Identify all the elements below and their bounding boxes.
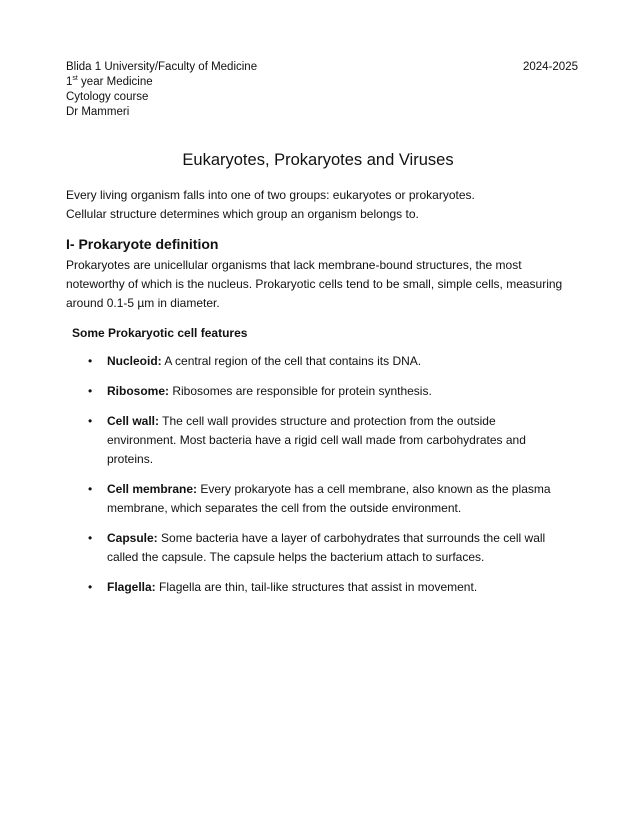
feature-text: Ribosomes are responsible for protein synthesis. bbox=[169, 384, 432, 398]
features-list bbox=[88, 352, 566, 608]
feature-term: Cell membrane: bbox=[107, 482, 198, 496]
bullet-icon: • bbox=[88, 580, 93, 594]
feature-term: Flagella: bbox=[107, 580, 156, 594]
feature-text: Every prokaryote has a cell membrane, also known as the plasma membrane, which separates the cell from the outside environment. bbox=[107, 482, 551, 515]
study-year-rest: year Medicine bbox=[77, 76, 153, 88]
document-header bbox=[66, 60, 578, 120]
document-title: Eukaryotes, Prokaryotes and Viruses bbox=[182, 151, 454, 169]
study-year-suffix: st bbox=[72, 75, 78, 83]
course-line: Cytology course bbox=[66, 91, 149, 103]
academic-year: 2024-2025 bbox=[523, 61, 578, 73]
feature-text: Some bacteria have a layer of carbohydrates that surrounds the cell wall called the capsule. The capsule helps the bacterium attach to surfaces. bbox=[107, 531, 546, 564]
definition-paragraph: Prokaryotes are unicellular organisms that lack membrane-bound structures, the most noteworthy of which is the nucleus. Prokaryotic cells tend to be small, simple cells, measuring around 0.1-5 µm in diameter. bbox=[66, 258, 563, 310]
feature-item-flagella bbox=[88, 578, 566, 597]
study-year-line bbox=[66, 75, 578, 90]
feature-term: Cell wall: bbox=[107, 414, 160, 428]
feature-item-cell-wall bbox=[88, 412, 566, 469]
intro-line: Cellular structure determines which group an organism belongs to. bbox=[66, 207, 419, 221]
study-year-number: 1 bbox=[66, 76, 73, 88]
feature-text: Flagella are thin, tail-like structures that assist in movement. bbox=[155, 580, 478, 594]
feature-item-nucleoid bbox=[88, 352, 566, 371]
institution-line: Blida 1 University/Faculty of Medicine bbox=[66, 61, 258, 73]
feature-text: A central region of the cell that contains its DNA. bbox=[161, 354, 422, 368]
intro-line: Every living organism falls into one of two groups: eukaryotes or prokaryotes. bbox=[66, 188, 475, 202]
feature-item-ribosome bbox=[88, 382, 566, 401]
feature-text: The cell wall provides structure and protection from the outside environment. Most bacteria have a rigid cell wall made from carbohydrates and proteins. bbox=[107, 414, 526, 466]
features-subheading: Some Prokaryotic cell features bbox=[72, 326, 248, 340]
intro-paragraph bbox=[66, 186, 578, 224]
bullet-icon: • bbox=[88, 384, 93, 398]
feature-term: Ribosome: bbox=[107, 384, 170, 398]
bullet-icon: • bbox=[88, 354, 93, 368]
feature-item-capsule bbox=[88, 529, 566, 567]
feature-term: Nucleoid: bbox=[107, 354, 162, 368]
section-heading: I- Prokaryote definition bbox=[66, 236, 219, 252]
bullet-icon: • bbox=[88, 531, 93, 545]
author-line: Dr Mammeri bbox=[66, 106, 130, 118]
feature-item-cell-membrane bbox=[88, 480, 566, 518]
bullet-icon: • bbox=[88, 414, 93, 428]
feature-term: Capsule: bbox=[107, 531, 158, 545]
bullet-icon: • bbox=[88, 482, 93, 496]
